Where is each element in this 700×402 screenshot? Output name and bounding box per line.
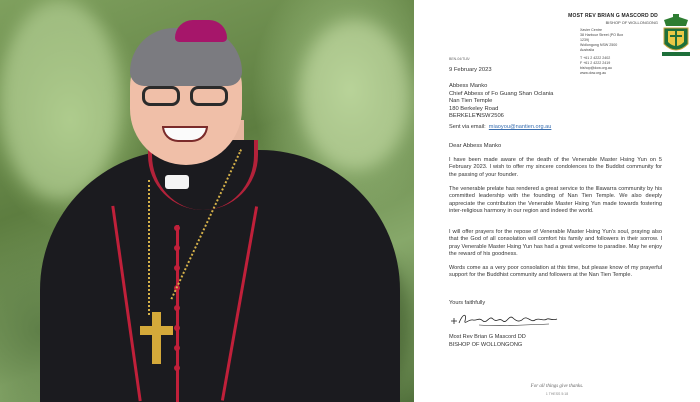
- letter-date: 9 February 2023: [449, 67, 492, 73]
- signer-name: Most Rev Brian G Mascord DD: [449, 334, 526, 340]
- reference-number: BEN-04/TLB/: [449, 57, 470, 61]
- paragraph-2: The venerable prelate has rendered a great service to the Illawarra community by his committed leadership with the founding of Nan Tien Temple. We also deeply appreciate the contribution the Venerable Master Hsing Yun made towards fostering inter-religious harmony in our region and indeed the world.: [449, 186, 662, 215]
- salutation: Dear Abbess Manko: [449, 143, 502, 149]
- letter-page: [414, 0, 700, 402]
- letterhead-subtitle: BISHOP OF WOLLONGONG: [605, 20, 658, 25]
- recipient-address: Abbess Manko Chief Abbess of Fo Guang Shan Oclania Nan Tien Temple 180 Berkeley Road BERKELEYNSW2506: [449, 83, 554, 120]
- diocese-crest-icon: [660, 14, 692, 58]
- paragraph-3: I will offer prayers for the repose of Venerable Master Hsing Yun's soul, praying also that the God of all consolation will comfort his family and followers in their sorrow. I pray Venerable Master Hsing Yun has had a great welcome to paradise. May he enjoy the reward of his goodness.: [449, 229, 662, 258]
- email-link[interactable]: miaoyou@nantien.org.au: [488, 124, 552, 130]
- paragraph-4: Words come as a very poor consolation at this time, but please know of my prayerful support for the Buddhist community and followers at the Nan Tien Temple.: [449, 265, 662, 279]
- closing: Yours faithfully: [449, 300, 486, 306]
- glasses: [142, 86, 232, 108]
- email-line: Sent via email: miaoyou@nantien.org.au: [449, 124, 552, 130]
- letterhead-address: Xavier Centre 38 Harbour Street (PO Box 1239) Wollongong NSW 2500 Australia T +61 2 4222 2402 F +61 2 4222 2419 bishop@dow.org.au www.dow.org.au: [580, 28, 624, 75]
- handwritten-signature: [449, 309, 569, 329]
- pectoral-cross-icon: [152, 312, 161, 364]
- signer-title: BISHOP OF WOLLONGONG: [449, 342, 523, 348]
- zucchetto: [175, 20, 227, 42]
- paragraph-1: I have been made aware of the death of the Venerable Master Hsing Yun on 5 February 2023. I wish to offer my sincere condolences to the Buddist community for the passing of your founder.: [449, 157, 662, 178]
- letterhead-name: MOST REV BRIAN G MASCORD DD: [568, 13, 658, 19]
- footer-quote: For all things give thanks.: [530, 384, 584, 389]
- footer-reference: 1 THESS 5:18: [545, 392, 569, 396]
